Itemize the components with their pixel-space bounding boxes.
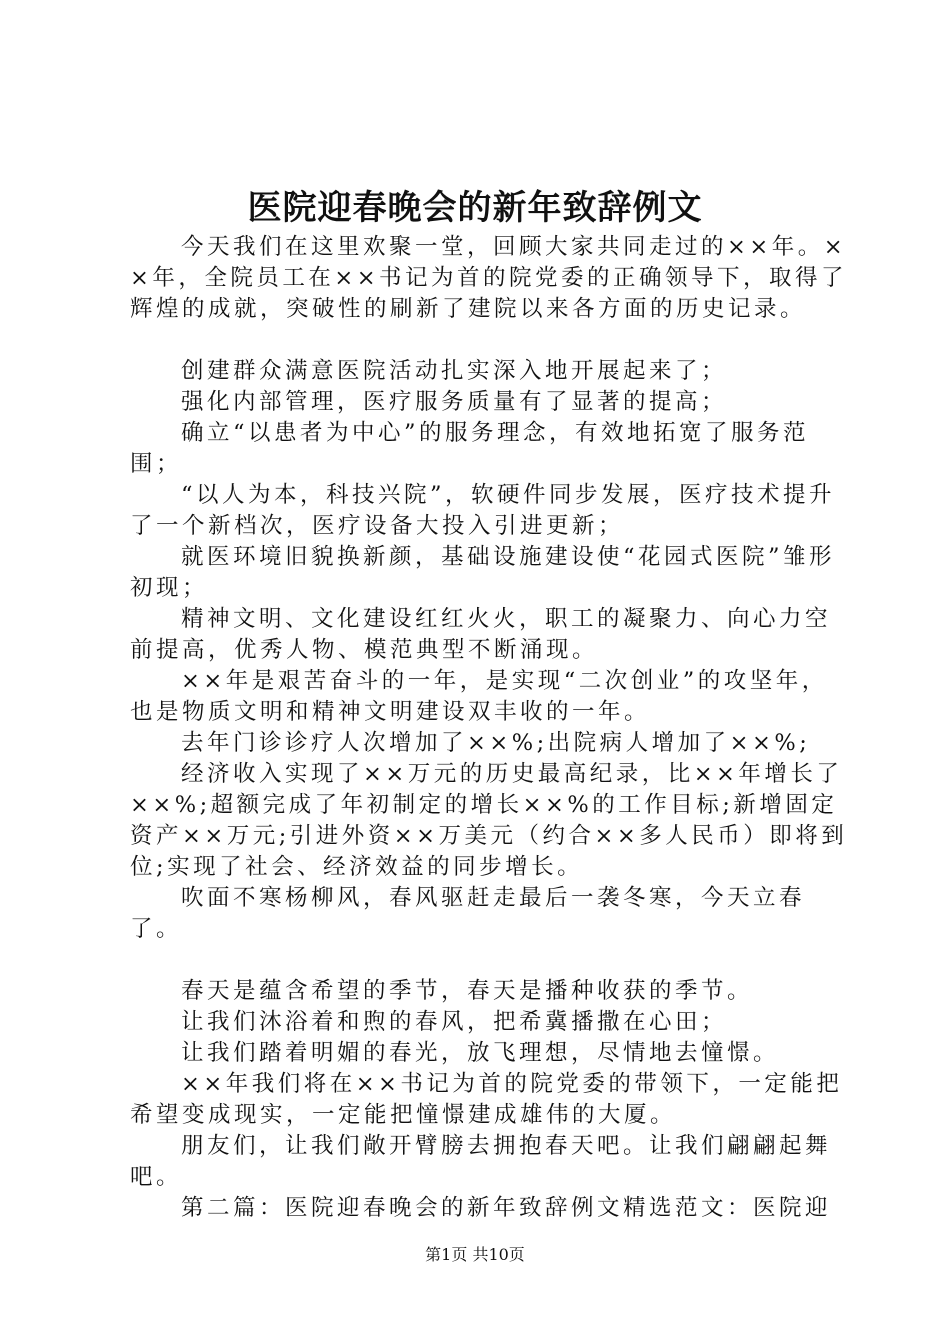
document-body bbox=[130, 232, 850, 1224]
paragraph: 吹面不寒杨柳风，春风驱赶走最后一袭冬寒，今天立春了。 bbox=[130, 885, 806, 942]
paragraph: 让我们沐浴着和煦的春风，把希冀播撒在心田； bbox=[181, 1009, 728, 1035]
paragraph: 就医环境旧貌换新颜，基础设施建设使“花园式医院”雏形初现； bbox=[130, 544, 836, 601]
paragraph: 强化内部管理，医疗服务质量有了显著的提高； bbox=[181, 389, 728, 415]
paragraph: 确立“以患者为中心”的服务理念，有效地拓宽了服务范围； bbox=[130, 420, 810, 477]
paragraph: 春天是蕴含希望的季节，春天是播种收获的季节。 bbox=[181, 978, 754, 1004]
paragraph: ××年是艰苦奋斗的一年，是实现“二次创业”的攻坚年，也是物质文明和精神文明建设双丰收的一年。 bbox=[130, 668, 828, 725]
paragraph: 第二篇：医院迎春晚会的新年致辞例文精选范文：医院迎 bbox=[181, 1195, 832, 1221]
paragraph: 让我们踏着明媚的春光，放飞理想，尽情地去憧憬。 bbox=[181, 1040, 780, 1066]
paragraph: 今天我们在这里欢聚一堂，回顾大家共同走过的××年。××年，全院员工在××书记为首的院党委的正确领导下，取得了辉煌的成就，突破性的刷新了建院以来各方面的历史记录。 bbox=[130, 234, 848, 322]
paragraph: 去年门诊诊疗人次增加了××%;出院病人增加了××%; bbox=[181, 730, 811, 756]
paragraph: 创建群众满意医院活动扎实深入地开展起来了； bbox=[181, 358, 728, 384]
paragraph: “以人为本，科技兴院”，软硬件同步发展，医疗技术提升了一个新档次，医疗设备大投入引进更新； bbox=[130, 482, 836, 539]
paragraph: ××年我们将在××书记为首的院党委的带领下，一定能把希望变成现实，一定能把憧憬建成雄伟的大厦。 bbox=[130, 1071, 843, 1128]
paragraph-spacer bbox=[130, 325, 850, 356]
page-footer: 第1页 共10页 bbox=[425, 1245, 525, 1264]
paragraph: 经济收入实现了××万元的历史最高纪录，比××年增长了××%;超额完成了年初制定的增长××%的工作目标;新增固定资产××万元;引进外资××万美元（约合××多人民币）即将到位;实现了社会、经济效益的同步增长。 bbox=[130, 761, 848, 880]
paragraph: 朋友们，让我们敞开臂膀去拥抱春天吧。让我们翩翩起舞吧。 bbox=[130, 1133, 832, 1190]
paragraph-spacer bbox=[130, 945, 850, 976]
document-title: 医院迎春晚会的新年致辞例文 bbox=[247, 188, 703, 228]
paragraph: 精神文明、文化建设红红火火，职工的凝聚力、向心力空前提高，优秀人物、模范典型不断涌现。 bbox=[130, 606, 832, 663]
